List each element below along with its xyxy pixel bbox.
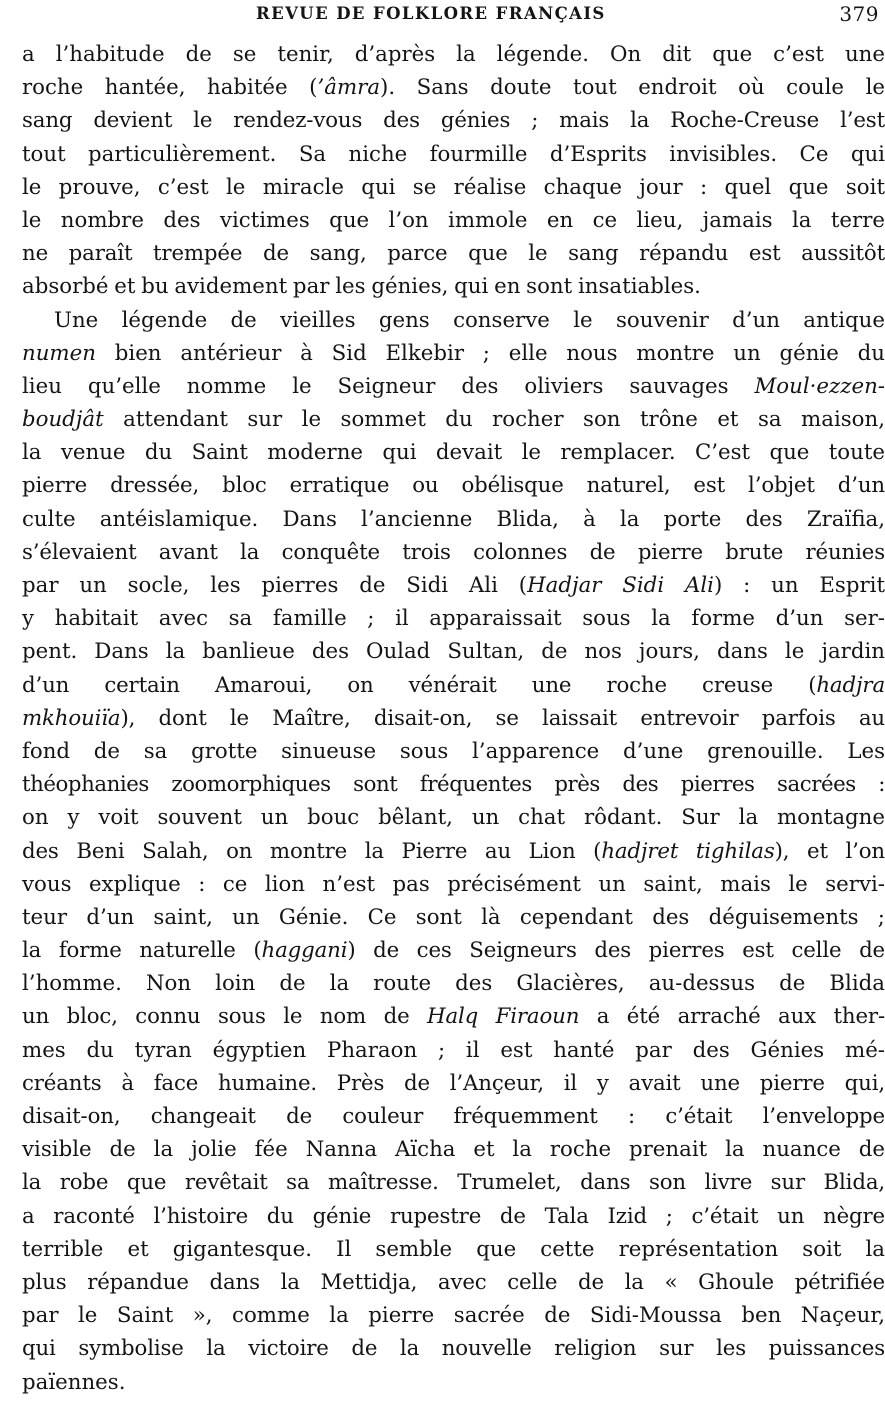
- text-line: [22, 901, 885, 934]
- text-segment: mes du tyran égyptien Pharaon ; il est hanté par des Génies mé-: [22, 1037, 885, 1063]
- text-segment: a été arraché aux ther-: [579, 1004, 885, 1030]
- text-segment: lieu qu’elle nomme le Seigneur des oliviers sauvages: [22, 373, 755, 399]
- text-line: [22, 635, 885, 668]
- text-segment: le nombre des victimes que l’on immole en ce lieu, jamais la terre: [22, 207, 885, 233]
- text-line: [22, 1200, 885, 1233]
- text-line: [22, 536, 885, 569]
- italic-term: haggani: [261, 938, 348, 964]
- text-line: [22, 1366, 885, 1399]
- text-line: [22, 934, 885, 967]
- text-line: [22, 503, 885, 536]
- text-segment: roche hantée, habitée (: [22, 75, 318, 101]
- text-segment: teur d’un saint, un Génie. Ce sont là cependant des déguisements ;: [22, 904, 885, 930]
- page-number: 379: [839, 2, 879, 26]
- text-line: [22, 71, 885, 104]
- text-line: [22, 1133, 885, 1166]
- text-segment: pent. Dans la banlieue des Oulad Sultan, de nos jours, dans le jardin: [22, 639, 885, 665]
- text-segment: plus répandue dans la Mettidja, avec celle de la « Ghoule pétrifiée: [22, 1269, 885, 1295]
- running-header: [0, 2, 885, 28]
- text-segment: qui symbolise la victoire de la nouvelle religion sur les puissances: [22, 1336, 885, 1362]
- text-segment: un bloc, connu sous le nom de: [22, 1004, 428, 1030]
- italic-term: Halq Firaoun: [427, 1004, 580, 1030]
- text-line: [22, 768, 885, 801]
- text-line: [22, 304, 885, 337]
- text-line: [22, 602, 885, 635]
- text-line: [22, 1100, 885, 1133]
- italic-term: boudjât: [22, 407, 104, 433]
- journal-title: REVUE DE FOLKLORE FRANÇAIS: [256, 4, 606, 23]
- text-line: [22, 204, 885, 237]
- text-line: [22, 104, 885, 137]
- text-segment: a raconté l’histoire du génie rupestre de Tala Izid ; c’était un nègre: [22, 1203, 885, 1229]
- text-line: [22, 1034, 885, 1067]
- text-line: [22, 1266, 885, 1299]
- italic-term: numen: [22, 340, 96, 366]
- text-line: [22, 735, 885, 768]
- text-segment: la venue du Saint moderne qui devait le remplacer. C’est que toute: [22, 440, 885, 466]
- text-segment: a l’habitude de se tenir, d’après la légende. On dit que c’est une: [22, 42, 885, 67]
- text-segment: d’un certain Amaroui, on vénérait une roche creuse (: [22, 672, 817, 698]
- text-line: [22, 702, 885, 735]
- text-line: [22, 1332, 885, 1365]
- text-segment: vous explique : ce lion n’est pas précisément un saint, mais le servi-: [22, 871, 885, 897]
- text-line: [22, 569, 885, 602]
- text-segment: sang devient le rendez-vous des génies ; mais la Roche-Creuse l’est: [22, 108, 885, 134]
- text-segment: par le Saint », comme la pierre sacrée de Sidi-Moussa ben Naçeur,: [22, 1303, 885, 1329]
- text-line: [22, 801, 885, 834]
- text-segment: ), et l’on: [774, 838, 885, 864]
- text-line: [22, 337, 885, 370]
- italic-term: hadjra: [816, 672, 885, 698]
- text-line: [22, 1000, 885, 1033]
- italic-term: ’âmra: [317, 75, 381, 101]
- italic-term: hadjret tighilas: [601, 838, 775, 864]
- text-line: [22, 1233, 885, 1266]
- text-segment: tout particulièrement. Sa niche fourmille d’Esprits invisibles. Ce qui: [22, 141, 885, 167]
- text-segment: fond de sa grotte sinueuse sous l’apparence d’une grenouille. Les: [22, 738, 885, 764]
- italic-term: mkhouiïa: [22, 705, 121, 731]
- text-segment: visible de la jolie fée Nanna Aïcha et la roche prenait la nuance de: [22, 1137, 885, 1163]
- text-line: [22, 138, 885, 171]
- text-segment: terrible et gigantesque. Il semble que cette représentation soit la: [22, 1236, 885, 1262]
- text-line: [22, 270, 885, 303]
- text-segment: s’élevaient avant la conquête trois colonnes de pierre brute réunies: [22, 539, 885, 565]
- text-line: [22, 370, 885, 403]
- text-segment: on y voit souvent un bouc bêlant, un chat rôdant. Sur la montagne: [22, 805, 885, 831]
- text-segment: y habitait avec sa famille ; il apparaissait sous la forme d’un ser-: [22, 606, 885, 632]
- text-line: [22, 436, 885, 469]
- text-segment: bien antérieur à Sid Elkebir ; elle nous montre un génie du: [95, 340, 885, 366]
- text-line: [22, 868, 885, 901]
- text-segment: ). Sans doute tout endroit où coule le: [380, 75, 885, 101]
- italic-term: Hadjar Sidi Ali: [527, 573, 714, 598]
- body-text: [22, 38, 885, 1399]
- text-line: [22, 38, 885, 71]
- text-line: [22, 237, 885, 270]
- text-segment: ), dont le Maître, disait-on, se laissait entrevoir parfois au: [120, 705, 885, 731]
- text-segment: ne paraît trempée de sang, parce que le sang répandu est aussitôt: [22, 241, 885, 267]
- text-line: [22, 1299, 885, 1332]
- text-segment: créants à face humaine. Près de l’Ançeur, il y avait une pierre qui,: [22, 1070, 885, 1096]
- text-segment: des Beni Salah, on montre la Pierre au Lion (: [22, 838, 602, 864]
- text-line: [22, 1067, 885, 1100]
- text-segment: païennes.: [22, 1369, 126, 1395]
- text-segment: Une légende de vieilles gens conserve le souvenir d’un antique: [54, 307, 885, 333]
- text-line: [22, 171, 885, 204]
- text-segment: absorbé et bu avidement par les génies, qui en sont insatiables.: [22, 274, 701, 300]
- text-segment: disait-on, changeait de couleur fréquemment : c’était l’enveloppe: [22, 1104, 885, 1129]
- text-segment: le prouve, c’est le miracle qui se réalise chaque jour : quel que soit: [22, 174, 885, 200]
- text-segment: pierre dressée, bloc erratique ou obélisque naturel, est l’objet d’un: [22, 473, 885, 499]
- text-line: [22, 469, 885, 502]
- text-segment: l’homme. Non loin de la route des Glacières, au-dessus de Blida: [22, 971, 885, 997]
- text-line: [22, 835, 885, 868]
- text-segment: ) de ces Seigneurs des pierres est celle de: [347, 938, 885, 964]
- text-segment: attendant sur le sommet du rocher son trône et sa maison,: [103, 407, 885, 433]
- text-line: [22, 967, 885, 1000]
- text-line: [22, 1166, 885, 1199]
- text-segment: la forme naturelle (: [22, 938, 262, 964]
- text-line: [22, 669, 885, 702]
- italic-term: Moul·ezzen-: [754, 373, 885, 399]
- text-segment: théophanies zoomorphiques sont fréquentes près des pierres sacrées :: [22, 772, 885, 798]
- text-line: [22, 403, 885, 436]
- text-segment: culte antéislamique. Dans l’ancienne Blida, à la porte des Zraïfia,: [22, 506, 885, 532]
- text-segment: par un socle, les pierres de Sidi Ali (: [22, 573, 528, 598]
- text-segment: ) : un Esprit: [713, 573, 885, 598]
- text-segment: la robe que revêtait sa maîtresse. Trumelet, dans son livre sur Blida,: [22, 1170, 885, 1196]
